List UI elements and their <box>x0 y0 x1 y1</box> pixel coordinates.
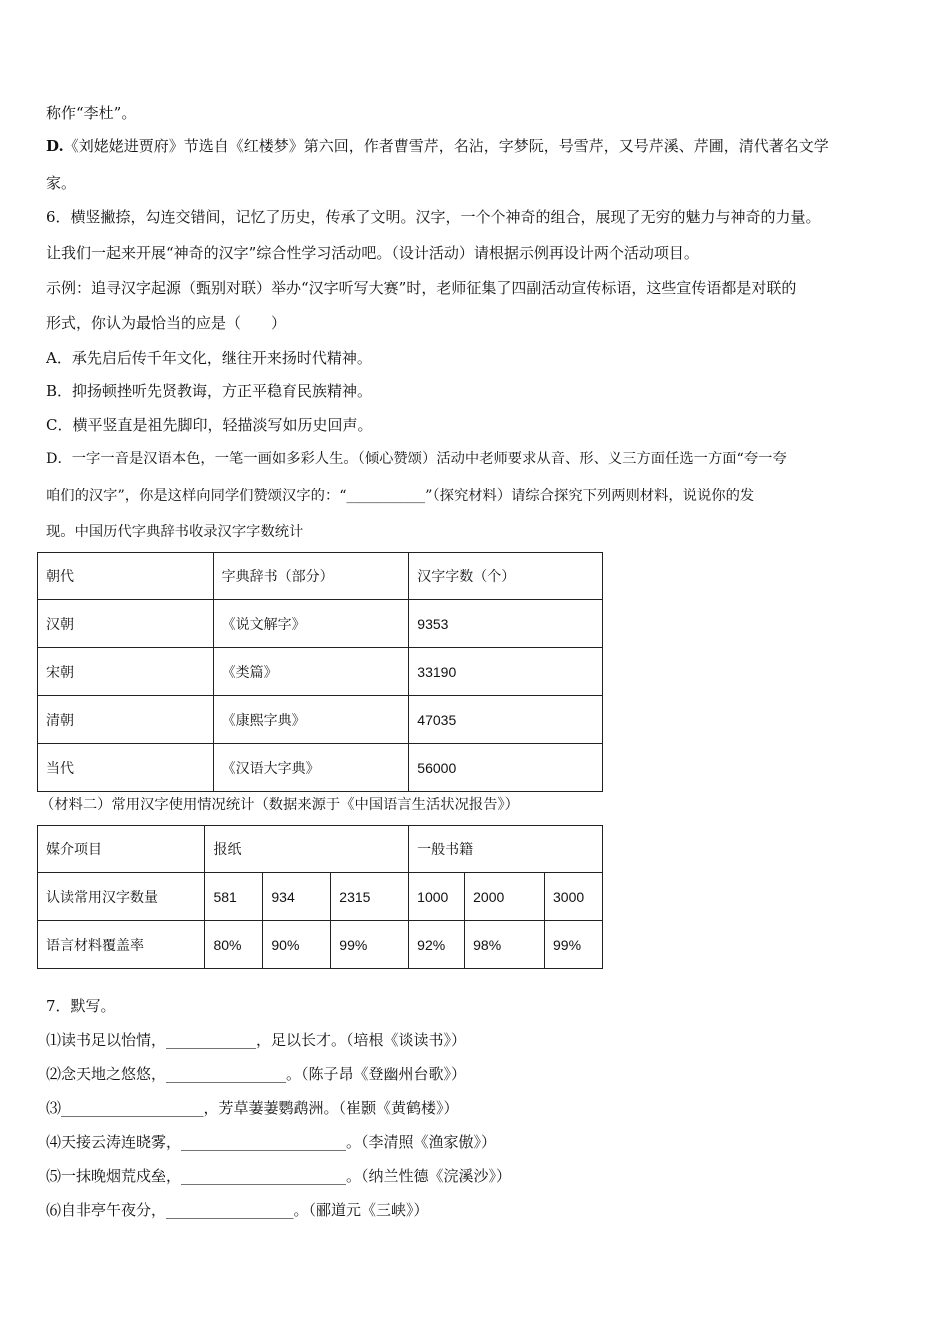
table-cell: 2315 <box>331 873 409 921</box>
dictation-item: ⑸一抹晚烟荒戍垒，______________________。（纳兰性德《浣溪沙》） <box>46 1167 512 1185</box>
table-cell: 2000 <box>465 873 545 921</box>
text-line: 形式，你认为最恰当的应是（ ） <box>46 314 287 332</box>
table-cell: 934 <box>263 873 331 921</box>
table-cell: 90% <box>263 921 331 969</box>
table-header-cell: 一般书籍 <box>409 826 603 873</box>
table-cell: 9353 <box>409 600 603 648</box>
material2-caption: （材料二）常用汉字使用情况统计（数据来源于《中国语言生活状况报告》） <box>40 797 519 813</box>
dictation-item: ⑵念天地之悠悠，________________。（陈子昂《登幽州台歌》） <box>46 1065 467 1083</box>
table-row <box>38 648 603 696</box>
table-row <box>38 873 603 921</box>
table-header-cell: 汉字字数（个） <box>409 553 603 600</box>
option-d: D．一字一音是汉语本色，一笔一画如多彩人生。（倾心赞颂）活动中老师要求从音、形、义三方面任选一方面“夸一夸 <box>46 451 787 467</box>
option-d-line <box>46 136 829 156</box>
option-letter: D. <box>46 137 64 155</box>
table-header-cell: 媒介项目 <box>38 826 205 873</box>
table-cell: 1000 <box>409 873 465 921</box>
dictation-item: ⑴读书足以怡情，____________，足以长才。（培根《谈读书》） <box>46 1031 467 1049</box>
table-cell: 宋朝 <box>38 648 214 696</box>
table-cell: 《康熙字典》 <box>213 696 409 744</box>
table-cell: 99% <box>331 921 409 969</box>
table-cell: 80% <box>205 921 263 969</box>
table-row <box>38 600 603 648</box>
dictation-item: ⑶___________________，芳草萋萋鹦鹉洲。（崔颢《黄鹤楼》） <box>46 1099 459 1117</box>
option-a: A．承先启后传千年文化，继往开来扬时代精神。 <box>46 349 372 367</box>
text-line: 家。 <box>46 174 77 192</box>
table-cell: 《汉语大字典》 <box>213 744 409 792</box>
text-line: 咱们的汉字”，你是这样向同学们赞颂汉字的：“___________”（探究材料）请综合探究下列两则材料，说说你的发 <box>46 488 755 504</box>
question-6-stem: 6．横竖撇捺，勾连交错间，记忆了历史，传承了文明。汉字，一个个神奇的组合，展现了无穷的魅力与神奇的力量。 <box>46 208 821 226</box>
text-line: 称作“李杜”。 <box>46 104 137 122</box>
dictation-item: ⑷天接云涛连晓雾，______________________。（李清照《渔家傲》） <box>46 1133 497 1151</box>
table-header-cell: 字典辞书（部分） <box>213 553 409 600</box>
table-cell: 98% <box>465 921 545 969</box>
table-cell: 认读常用汉字数量 <box>38 873 205 921</box>
table-header-row <box>38 553 603 600</box>
table-row <box>38 921 603 969</box>
table-cell: 47035 <box>409 696 603 744</box>
dictation-item: ⑹自非亭午夜分，_________________。（郦道元《三峡》） <box>46 1201 429 1219</box>
option-text: 《刘姥姥进贾府》节选自《红楼梦》第六回，作者曹雪芹，名沾，字梦阮，号雪芹，又号芹溪、芹圃，清代著名文学 <box>63 137 829 155</box>
usage-stats-table <box>37 825 603 969</box>
table-row <box>38 744 603 792</box>
table-header-cell: 朝代 <box>38 553 214 600</box>
question-7-stem: 7．默写。 <box>46 997 116 1015</box>
option-b: B．抑扬顿挫听先贤教诲，方正平稳育民族精神。 <box>46 382 373 400</box>
table-cell: 99% <box>545 921 603 969</box>
table-cell: 清朝 <box>38 696 214 744</box>
table-cell: 3000 <box>545 873 603 921</box>
text-line: 示例：追寻汉字起源（甄别对联）举办“汉字听写大赛”时，老师征集了四副活动宣传标语，这些宣传语都是对联的 <box>46 279 797 297</box>
table-cell: 33190 <box>409 648 603 696</box>
option-c: C．横平竖直是祖先脚印，轻描淡写如历史回声。 <box>46 416 373 434</box>
table-cell: 56000 <box>409 744 603 792</box>
table-cell: 当代 <box>38 744 214 792</box>
table-header-cell: 报纸 <box>205 826 409 873</box>
text-line: 让我们一起来开展“神奇的汉字”综合性学习活动吧。（设计活动）请根据示例再设计两个活动项目。 <box>46 244 699 262</box>
dictionary-stats-table <box>37 552 603 792</box>
table-row <box>38 696 603 744</box>
table-cell: 《说文解字》 <box>213 600 409 648</box>
table-cell: 581 <box>205 873 263 921</box>
table-cell: 语言材料覆盖率 <box>38 921 205 969</box>
table-header-row <box>38 826 603 873</box>
table1-caption: 现。中国历代字典辞书收录汉字字数统计 <box>46 524 304 540</box>
table-cell: 汉朝 <box>38 600 214 648</box>
table-cell: 92% <box>409 921 465 969</box>
table-cell: 《类篇》 <box>213 648 409 696</box>
